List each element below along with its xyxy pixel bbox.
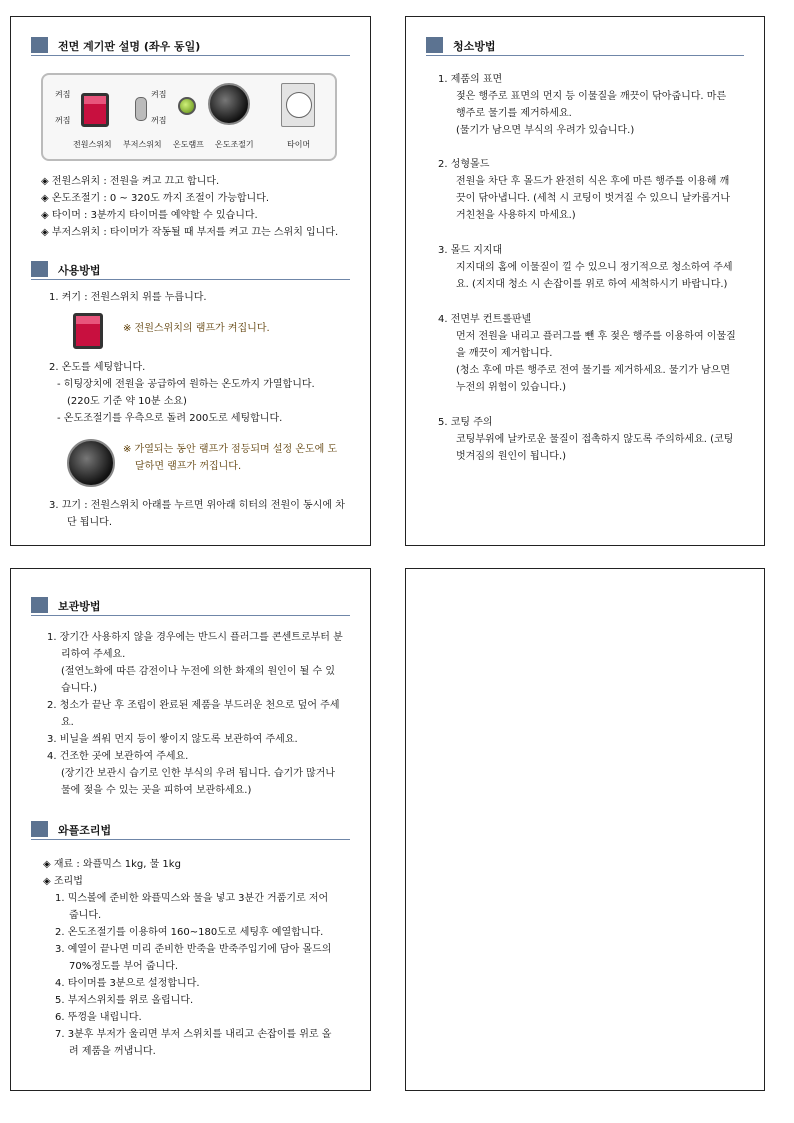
- cleaning-line: 코팅부위에 날카로운 물질이 접촉하지 않도록 주의하세요. (코팅: [456, 434, 734, 445]
- cleaning-line: (물기가 남으면 부식의 우려가 있습니다.): [456, 125, 635, 136]
- section-header-usage: [31, 261, 350, 280]
- recipe-step: 70%정도를 부어 줍니다.: [69, 961, 179, 972]
- storage-line: 요.: [61, 717, 74, 728]
- recipe-step: 7. 3분후 부저가 울리면 부저 스위치를 내리고 손잡이를 위로 올: [55, 1029, 332, 1040]
- storage-line: 3. 비닐을 씌워 먼지 등이 쌓이지 않도록 보관하여 주세요.: [47, 734, 298, 745]
- label-temp-lamp: 온도램프: [173, 140, 204, 149]
- usage-step-2b: - 온도조절기를 우측으로 돌려 200도로 세팅합니다.: [57, 413, 283, 424]
- cleaning-line: (청소 후에 마른 행주로 전여 물기를 제거하세요. 물기가 남으면: [456, 365, 731, 376]
- page-blank: [405, 568, 765, 1091]
- recipe-step: 1. 믹스볼에 준비한 와플믹스와 물을 넣고 3분간 거품기로 저어: [55, 893, 329, 904]
- section-header-front-panel: [31, 37, 350, 56]
- recipe-step: 4. 타이머를 3분으로 설정합니다.: [55, 978, 200, 989]
- label-power-off: 꺼짐: [55, 116, 71, 125]
- recipe-method-title: ◈ 조리법: [43, 876, 83, 887]
- section-title: 보관방법: [58, 600, 101, 613]
- cleaning-line: 누전의 위험이 있습니다.): [456, 382, 567, 393]
- usage-step-2-note-1: ※ 가열되는 동안 램프가 점등되며 설정 온도에 도: [123, 444, 338, 455]
- bullet-temp-control: ◈ 온도조절기 : 0 ~ 320도 까지 조절이 가능합니다.: [41, 193, 270, 204]
- page-front-panel-usage: [10, 16, 371, 546]
- usage-step-2a: - 히팅장치에 전원을 공급하여 원하는 온도까지 가열합니다.: [57, 379, 315, 390]
- section-marker-icon: [31, 821, 48, 837]
- storage-line: 물에 젖을 수 있는 곳을 피하여 보관하세요.): [61, 785, 252, 796]
- cleaning-line: 거친천을 사용하지 마세요.): [456, 210, 576, 221]
- bullet-buzzer-switch: ◈ 부저스위치 : 타이머가 작동될 때 부저를 켜고 끄는 스위치 입니다.: [41, 227, 339, 238]
- page-cleaning: [405, 16, 765, 546]
- cleaning-line: 을 깨끗이 제거합니다.: [456, 348, 553, 359]
- temperature-lamp-icon: [178, 97, 196, 115]
- storage-line: 리하여 주세요.: [61, 649, 126, 660]
- cleaning-item-5-title: 5. 코팅 주의: [438, 417, 493, 428]
- temperature-knob-icon: [67, 439, 115, 487]
- usage-step-1: 1. 켜기 : 전원스위치 위를 누릅니다.: [49, 292, 207, 303]
- section-header-waffle-recipe: [31, 821, 350, 840]
- bullet-power-switch: ◈ 전원스위치 : 전원을 켜고 끄고 합니다.: [41, 176, 220, 187]
- cleaning-item-4-title: 4. 전면부 컨트롤판넬: [438, 314, 532, 325]
- usage-step-1-note: ※ 전원스위치의 램프가 켜집니다.: [123, 323, 270, 334]
- section-marker-icon: [31, 597, 48, 613]
- storage-line: (장기간 보관시 습기로 인한 부식의 우려 됩니다. 습기가 많거나: [61, 768, 336, 779]
- cleaning-line: 끗이 닦아냅니다. (세척 시 코팅이 벗겨질 수 있으니 날카롭거나: [456, 193, 731, 204]
- label-timer: 타이머: [287, 140, 311, 149]
- section-marker-icon: [31, 261, 48, 277]
- cleaning-item-2-title: 2. 성형몰드: [438, 159, 490, 170]
- section-title: 청소방법: [453, 40, 496, 53]
- buzzer-switch-icon: [135, 97, 147, 121]
- recipe-step: 2. 온도조절기를 이용하여 160~180도로 세팅후 예열합니다.: [55, 927, 324, 938]
- section-title: 와플조리법: [58, 824, 112, 837]
- temperature-knob-icon: [208, 83, 250, 125]
- section-header-cleaning: [426, 37, 744, 56]
- power-switch-icon: [81, 93, 109, 127]
- recipe-ingredients: ◈ 재료 : 와플믹스 1kg, 물 1kg: [43, 859, 181, 870]
- label-sub-off: 꺼짐: [151, 116, 167, 125]
- timer-icon: [281, 83, 315, 127]
- power-switch-icon: [73, 313, 103, 349]
- recipe-step: 5. 부저스위치를 위로 올립니다.: [55, 995, 194, 1006]
- recipe-step: 줍니다.: [69, 910, 102, 921]
- section-title: 전면 계기판 설명 (좌우 동일): [58, 40, 201, 53]
- label-temp-control: 온도조절기: [215, 140, 254, 149]
- label-buzzer-switch: 부저스위치: [123, 140, 162, 149]
- cleaning-line: 지지대의 홈에 이물질이 낄 수 있으니 정기적으로 청소하여 주세: [456, 262, 733, 273]
- recipe-step: 려 제품을 꺼냅니다.: [69, 1046, 156, 1057]
- recipe-step: 6. 뚜껑을 내립니다.: [55, 1012, 142, 1023]
- usage-step-2a-detail: (220도 기준 약 10분 소요): [67, 396, 187, 407]
- label-power-on: 켜짐: [55, 90, 71, 99]
- section-title: 사용방법: [58, 264, 101, 277]
- cleaning-item-3-title: 3. 몰드 지지대: [438, 245, 503, 256]
- section-marker-icon: [426, 37, 443, 53]
- usage-step-2: 2. 온도를 세팅합니다.: [49, 362, 146, 373]
- storage-line: (절연노화에 따른 감전이나 누전에 의한 화재의 원인이 될 수 있: [61, 666, 336, 677]
- control-panel-image: [41, 73, 337, 161]
- cleaning-line: 요. (지지대 청소 시 손잡이를 위로 하여 세척하시기 바랍니다.): [456, 279, 728, 290]
- label-sub-on: 켜짐: [151, 90, 167, 99]
- bullet-timer: ◈ 타이머 : 3분까지 타이머를 예약할 수 있습니다.: [41, 210, 258, 221]
- storage-line: 습니다.): [61, 683, 98, 694]
- usage-step-2-note-2: 달하면 램프가 꺼집니다.: [135, 461, 242, 472]
- section-header-storage: [31, 597, 350, 616]
- section-marker-icon: [31, 37, 48, 53]
- usage-step-3-line-2: 단 됩니다.: [67, 517, 112, 528]
- recipe-step: 3. 예열이 끝나면 미리 준비한 반죽을 반죽주입기에 담아 몰드의: [55, 944, 332, 955]
- cleaning-line: 벗겨짐의 원인이 됩니다.): [456, 451, 567, 462]
- cleaning-line: 전원을 차단 후 몰드가 완전히 식은 후에 마른 행주를 이용해 깨: [456, 176, 730, 187]
- storage-line: 2. 청소가 끝난 후 조립이 완료된 제품을 부드러운 천으로 덮어 주세: [47, 700, 340, 711]
- label-power-switch: 전원스위치: [73, 140, 112, 149]
- cleaning-line: 먼저 전원을 내리고 플러그를 뺀 후 젖은 행주를 이용하여 이물질: [456, 331, 736, 342]
- cleaning-item-1-title: 1. 제품의 표면: [438, 74, 503, 85]
- cleaning-line: 행주로 물기를 제거하세요.: [456, 108, 572, 119]
- cleaning-line: 젖은 행주로 표면의 먼지 등 이물질을 깨끗이 닦아줍니다. 마른: [456, 91, 727, 102]
- storage-line: 4. 건조한 곳에 보관하여 주세요.: [47, 751, 189, 762]
- page-storage-recipe: [10, 568, 371, 1091]
- storage-line: 1. 장기간 사용하지 않을 경우에는 반드시 플러그를 콘센트로부터 분: [47, 632, 343, 643]
- usage-step-3-line-1: 3. 끄기 : 전원스위치 아래를 누르면 위아래 히터의 전원이 동시에 차: [49, 500, 345, 511]
